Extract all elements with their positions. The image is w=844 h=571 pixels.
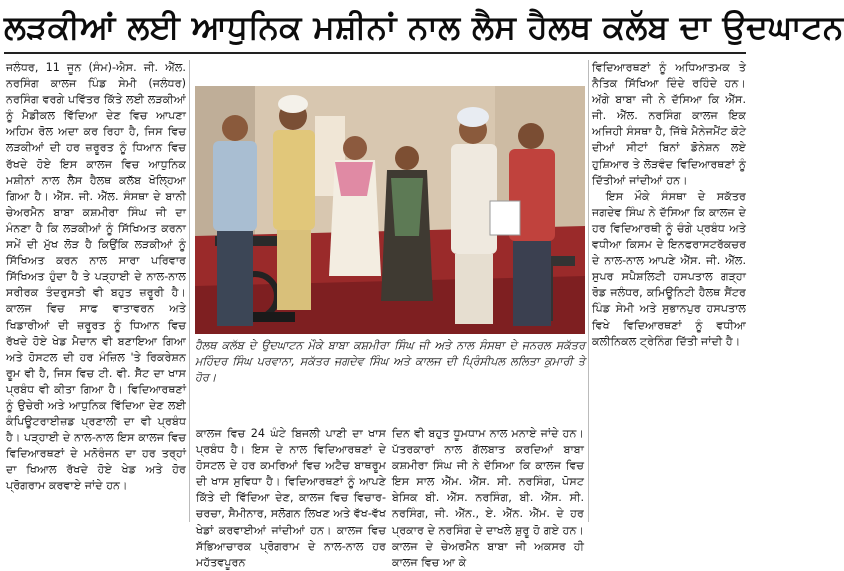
- article-text-2: ਕਾਲਜ ਵਿਚ 24 ਘੰਟੇ ਬਿਜਲੀ ਪਾਣੀ ਦਾ ਖਾਸ ਪ੍ਰਬੰਧ ਹੈ। ਇਸ ਦੇ ਨਾਲ ਵਿਦਿਆਰਥਣਾਂ ਦੇ ਹੋਸਟਲ ਦੇ ਹਰ ਕਮਰਿਆਂ ਵਿਚ ਅਟੈਚ ਬਾਥਰੂਮ ਦੀ ਖਾਸ ਸੁਵਿਧਾ ਹੈ। ਵਿਦਿਆਰਥਣਾਂ ਨੂੰ ਆਪਣੇ ਕਿੱਤੇ ਦੀ ਵਿੱਦਿਆ ਦੇਣ, ਕਾਲਜ ਵਿਚ ਵਿਚਾਰ-ਚਰਚਾ, ਸੈਮੀਨਾਰ, ਸਲੋਗਨ ਲਿਖਣ ਅਤੇ ਵੱਖ-ਵੱਖ ਖੇਡਾਂ ਕਰਵਾਈਆਂ ਜਾਂਦੀਆਂ ਹਨ। ਕਾਲਜ ਵਿਚ ਸੱਭਿਆਚਾਰਕ ਪ੍ਰੋਗਰਾਮ ਦੇ ਨਾਲ-ਨਾਲ ਹਰ ਮਹੱਤਵਪੂਰਨ: [196, 427, 386, 569]
- event-photo: [195, 86, 585, 334]
- article-text-3: ਦਿਨ ਵੀ ਬਹੁਤ ਧੂਮਧਾਮ ਨਾਲ ਮਨਾਏ ਜਾਂਦੇ ਹਨ। ਪੱਤਰਕਾਰਾਂ ਨਾਲ ਗੱਲਬਾਤ ਕਰਦਿਆਂ ਬਾਬਾ ਕਸ਼ਮੀਰਾ ਸਿੰਘ ਜੀ ਨੇ ਦੱਸਿਆ ਕਿ ਕਾਲਜ ਵਿਚ ਇਸ ਸਾਲ ਐੱਮ. ਐੱਸ. ਸੀ. ਨਰਸਿੰਗ, ਪੋਸਟ ਬੇਸਿਕ ਬੀ. ਐੱਸ. ਨਰਸਿੰਗ, ਬੀ. ਐੱਸ. ਸੀ. ਨਰਸਿੰਗ, ਜੀ. ਐੱਨ., ਏ. ਐੱਨ. ਐੱਮ. ਦੇ ਹਰ ਪ੍ਰਕਾਰ ਦੇ ਨਰਸਿੰਗ ਦੇ ਦਾਖਲੇ ਸ਼ੁਰੂ ਹੋ ਗਏ ਹਨ। ਕਾਲਜ ਦੇ ਚੇਅਰਮੈਨ ਬਾਬਾ ਜੀ ਅਕਸਰ ਹੀ ਕਾਲਜ ਵਿਚ ਆ ਕੇ: [392, 427, 584, 569]
- photo-caption: ਹੈਲਥ ਕਲੱਬ ਦੇ ਉਦਘਾਟਨ ਮੌਕੇ ਬਾਬਾ ਕਸ਼ਮੀਰਾ ਸਿੰਘ ਜੀ ਅਤੇ ਨਾਲ ਸੰਸਥਾ ਦੇ ਜਨਰਲ ਸਕੱਤਰ ਮਹਿੰਦਰ ਸਿੰਘ ਪਰਵਾਨਾ, ਸਕੱਤਰ ਜਗਦੇਵ ਸਿੰਘ ਅਤੇ ਕਾਲਜ ਦੀ ਪ੍ਰਿੰਸੀਪਲ ਲਲਿਤਾ ਕੁਮਾਰੀ ਤੇ ਹੋਰ।: [195, 339, 585, 384]
- column-divider: [588, 60, 589, 522]
- article-column-1: [6, 60, 186, 522]
- article-column-2: [196, 426, 386, 569]
- headline: ਲੜਕੀਆਂ ਲਈ ਆਧੁਨਿਕ ਮਸ਼ੀਨਾਂ ਨਾਲ ਲੈਸ ਹੈਲਥ ਕਲੱਬ ਦਾ ਉਦਘਾਟਨ: [4, 8, 844, 46]
- article-text-1: ਨਰਸਿੰਗ ਵਰਗੇ ਪਵਿੱਤਰ ਕਿੱਤੇ ਲਈ ਲੜਕੀਆਂ ਨੂੰ ਮੈਡੀਕਲ ਵਿੱਦਿਆ ਦੇਣ ਵਿਚ ਆਪਣਾ ਅਹਿਮ ਰੋਲ ਅਦਾ ਕਰ ਰਿਹਾ ਹੈ, ਜਿਸ ਵਿਚ ਲੜਕੀਆਂ ਦੀ ਹਰ ਜ਼ਰੂਰਤ ਨੂੰ ਧਿਆਨ ਵਿਚ ਰੱਖਦੇ ਹੋਏ ਇਸ ਕਾਲਜ ਵਿਚ ਆਧੁਨਿਕ ਮਸ਼ੀਨਾਂ ਨਾਲ ਲੈਸ ਹੈਲਥ ਕਲੱਬ ਖੋਲ੍ਹਿਆ ਗਿਆ ਹੈ। ਐੱਸ. ਜੀ. ਐੱਲ. ਸੰਸਥਾ ਦੇ ਬਾਨੀ ਚੇਅਰਮੈਨ ਬਾਬਾ ਕਸ਼ਮੀਰਾ ਸਿੰਘ ਜੀ ਦਾ ਮੰਨਣਾ ਹੈ ਕਿ ਲੜਕੀਆਂ ਨੂੰ ਸਿੱਖਿਅਤ ਕਰਨਾ ਸਮੇਂ ਦੀ ਮੁੱਖ ਲੋੜ ਹੈ ਕਿਉਂਕਿ ਲੜਕੀਆਂ ਨੂੰ ਸਿੱਖਿਅਤ ਕਰਨ ਨਾਲ ਸਾਰਾ ਪਰਿਵਾਰ ਸਿੱਖਿਅਤ ਹੁੰਦਾ ਹੈ ਤੇ ਪੜ੍ਹਾਈ ਦੇ ਨਾਲ-ਨਾਲ ਸਰੀਰਕ ਤੰਦਰੁਸਤੀ ਵੀ ਬਹੁਤ ਜ਼ਰੂਰੀ ਹੈ। ਕਾਲਜ ਵਿਚ ਸਾਫ ਵਾਤਾਵਰਨ ਅਤੇ ਖਿਡਾਰੀਆਂ ਦੀ ਜ਼ਰੂਰਤ ਨੂੰ ਧਿਆਨ ਵਿਚ ਰੱਖਦੇ ਹੋਏ ਖੇਡ ਮੈਦਾਨ ਵੀ ਬਣਾਇਆ ਗਿਆ ਅਤੇ ਹੋਸਟਲ ਦੀ ਹਰ ਮੰਜ਼ਿਲ 'ਤੇ ਰਿਕਰੇਸ਼ਨ ਰੂਮ ਵੀ ਹੈ, ਜਿਸ ਵਿਚ ਟੀ. ਵੀ. ਸੈੱਟ ਦਾ ਖਾਸ ਪ੍ਰਬੰਧ ਵੀ ਕੀਤਾ ਗਿਆ ਹੈ। ਵਿਦਿਆਰਥਣਾਂ ਨੂੰ ਉਚੇਰੀ ਅਤੇ ਆਧੁਨਿਕ ਵਿੱਦਿਆ ਦੇਣ ਲਈ ਕੰਪਿਊਟਰਾਈਜ਼ਡ ਪ੍ਰਣਾਲੀ ਦਾ ਵੀ ਪ੍ਰਬੰਧ ਹੈ। ਪੜ੍ਹਾਈ ਦੇ ਨਾਲ-ਨਾਲ ਇਸ ਕਾਲਜ ਵਿਚ ਵਿਦਿਆਰਥਣਾਂ ਦੇ ਮਨੋਰੰਜਨ ਦਾ ਹਰ ਤਰ੍ਹਾਂ ਦਾ ਖਿਆਲ ਰੱਖਦੇ ਹੋਏ ਖੇਡ ਅਤੇ ਹੋਰ ਪ੍ਰੋਗਰਾਮ ਕਰਵਾਏ ਜਾਂਦੇ ਹਨ।: [6, 93, 186, 493]
- article-column-3: [392, 426, 584, 569]
- column-divider: [189, 60, 190, 522]
- dateline: ਜਲੰਧਰ, 11 ਜੂਨ (ਸੰਮ)-ਐਸ. ਜੀ. ਐੱਲ. ਨਰਸਿੰਗ ਕਾਲਜ ਪਿੰਡ ਸੇਮੀ (ਜਲੰਧਰ): [6, 61, 186, 91]
- article-text-4b: ਇਸ ਮੌਕੇ ਸੰਸਥਾ ਦੇ ਸਕੱਤਰ ਜਗਦੇਵ ਸਿੰਘ ਨੇ ਦੱਸਿਆ ਕਿ ਕਾਲਜ ਦੇ ਹਰ ਵਿਦਿਆਰਥੀ ਨੂੰ ਚੰਗੇ ਪ੍ਰਬੰਧ ਅਤੇ ਵਧੀਆ ਕਿਸਮ ਦੇ ਇਨਫਰਾਸਟਰੱਕਚਰ ਦੇ ਨਾਲ-ਨਾਲ ਆਪਣੇ ਐੱਸ. ਜੀ. ਐੱਲ. ਸੁਪਰ ਸਪੈਸ਼ਲਿਟੀ ਹਸਪਤਾਲ ਗੜ੍ਹਾ ਰੋਡ ਜਲੰਧਰ, ਕਮਿਊਨਿਟੀ ਹੈਲਥ ਸੈਂਟਰ ਪਿੰਡ ਸੇਮੀ ਅਤੇ ਸੁਭਾਨਪੁਰ ਹਸਪਤਾਲ ਵਿਖੇ ਵਿਦਿਆਰਥਣਾਂ ਨੂੰ ਵਧੀਆ ਕਲੀਨਿਕਲ ਟ੍ਰੇਨਿੰਗ ਦਿੱਤੀ ਜਾਂਦੀ ਹੈ।: [592, 189, 746, 348]
- article-text-4a: ਵਿਦਿਆਰਥਣਾਂ ਨੂੰ ਅਧਿਆਤਮਕ ਤੇ ਨੈਤਿਕ ਸਿੱਖਿਆ ਦਿੰਦੇ ਰਹਿੰਦੇ ਹਨ। ਅੱਗੇ ਬਾਬਾ ਜੀ ਨੇ ਦੱਸਿਆ ਕਿ ਐੱਸ. ਜੀ. ਐੱਲ. ਨਰਸਿੰਗ ਕਾਲਜ ਇਕ ਅਜਿਹੀ ਸੰਸਥਾ ਹੈ, ਜਿੱਥੇ ਮੈਨੇਜਮੈਂਟ ਕੋਟੇ ਦੀਆਂ ਸੀਟਾਂ ਬਿਨਾਂ ਡੋਨੇਸ਼ਨ ਲਏ ਹੁਸ਼ਿਆਰ ਤੇ ਲੋੜਵੰਦ ਵਿਦਿਆਰਥਣਾਂ ਨੂੰ ਦਿੱਤੀਆਂ ਜਾਂਦੀਆਂ ਹਨ।: [592, 61, 746, 187]
- headline-rule: [4, 52, 746, 54]
- article-column-4: [592, 60, 746, 465]
